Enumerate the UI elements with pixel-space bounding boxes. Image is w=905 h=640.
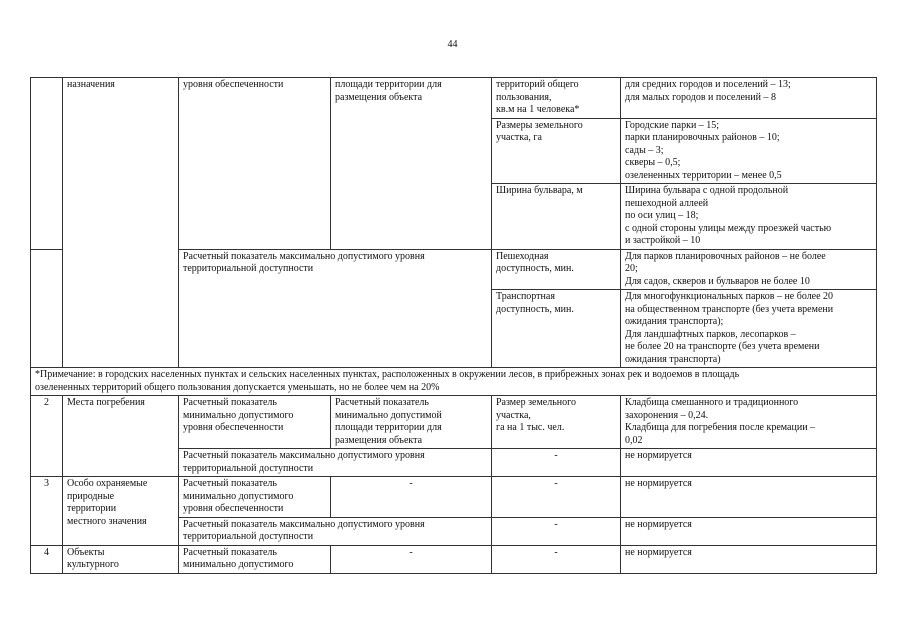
cell-num xyxy=(31,249,63,368)
cell-value: не нормируется xyxy=(621,517,877,545)
norms-table xyxy=(30,77,877,574)
cell-indicator-type: Расчетный показатель минимально допустимого xyxy=(179,545,331,573)
table-row xyxy=(31,396,877,449)
cell-param: территорий общего пользования, кв.м на 1 человека* xyxy=(492,78,621,119)
cell-object-name: Места погребения xyxy=(63,396,179,477)
note-cell: *Примечание: в городских населенных пунктах и сельских населенных пунктах, расположенных в окружении лесов, в прибрежных зонах рек и водоемов в площадь озелененных территорий общего пользования допускается уменьшать, но не более чем на 20% xyxy=(31,368,877,396)
cell-value: Для многофункциональных парков – не более 20 на общественном транспорте (без учета времени ожидания транспорта); Для ландшафтных парков, лесопарков – не более 20 на транспорте (без учета времени ожидания транспорта) xyxy=(621,290,877,368)
cell-param: - xyxy=(492,545,621,573)
cell-object-name: Особо охраняемые природные территории местного значения xyxy=(63,477,179,546)
cell-param: - xyxy=(492,449,621,477)
table-row xyxy=(31,545,877,573)
cell-value: Ширина бульвара с одной продольной пешеходной аллеей по оси улиц – 18; с одной стороны улицы между проезжей частью и застройкой – 10 xyxy=(621,184,877,250)
cell-indicator-sub: - xyxy=(331,477,492,518)
cell-indicator-sub: площади территории для размещения объекта xyxy=(331,78,492,250)
cell-num: 3 xyxy=(31,477,63,546)
cell-param: - xyxy=(492,517,621,545)
cell-object-name: Объекты культурного xyxy=(63,545,179,573)
cell-num: 2 xyxy=(31,396,63,477)
cell-indicator-type: Расчетный показатель минимально допустимого уровня обеспеченности xyxy=(179,477,331,518)
cell-value: не нормируется xyxy=(621,477,877,518)
table-row-note xyxy=(31,368,877,396)
cell-num xyxy=(31,78,63,250)
cell-access-indicator: Расчетный показатель максимально допустимого уровня территориальной доступности xyxy=(179,249,492,368)
cell-value: Городские парки – 15; парки планировочных районов – 10; сады – 3; скверы – 0,5; озелененных территории – менее 0,5 xyxy=(621,118,877,184)
cell-param: Размер земельного участка, га на 1 тыс. чел. xyxy=(492,396,621,449)
cell-indicator-type: Расчетный показатель минимально допустимого уровня обеспеченности xyxy=(179,396,331,449)
table-row xyxy=(31,78,877,119)
cell-indicator-type: уровня обеспеченности xyxy=(179,78,331,250)
cell-value: для средних городов и поселений – 13; для малых городов и поселений – 8 xyxy=(621,78,877,119)
cell-value: не нормируется xyxy=(621,545,877,573)
cell-param: Ширина бульвара, м xyxy=(492,184,621,250)
cell-param: Транспортная доступность, мин. xyxy=(492,290,621,368)
cell-access-indicator: Расчетный показатель максимально допустимого уровня территориальной доступности xyxy=(179,449,492,477)
table-row xyxy=(31,477,877,518)
cell-object-name: назначения xyxy=(63,78,179,368)
cell-value: Для парков планировочных районов – не более 20; Для садов, скверов и бульваров не более 10 xyxy=(621,249,877,290)
page-number: 44 xyxy=(447,39,458,50)
cell-access-indicator: Расчетный показатель максимально допустимого уровня территориальной доступности xyxy=(179,517,492,545)
cell-indicator-sub: Расчетный показатель минимально допустимой площади территории для размещения объекта xyxy=(331,396,492,449)
cell-value: не нормируется xyxy=(621,449,877,477)
cell-param: - xyxy=(492,477,621,518)
cell-param: Пешеходная доступность, мин. xyxy=(492,249,621,290)
cell-param: Размеры земельного участка, га xyxy=(492,118,621,184)
cell-num: 4 xyxy=(31,545,63,573)
cell-indicator-sub: - xyxy=(331,545,492,573)
cell-value: Кладбища смешанного и традиционного захоронения – 0,24. Кладбища для погребения после кремации – 0,02 xyxy=(621,396,877,449)
